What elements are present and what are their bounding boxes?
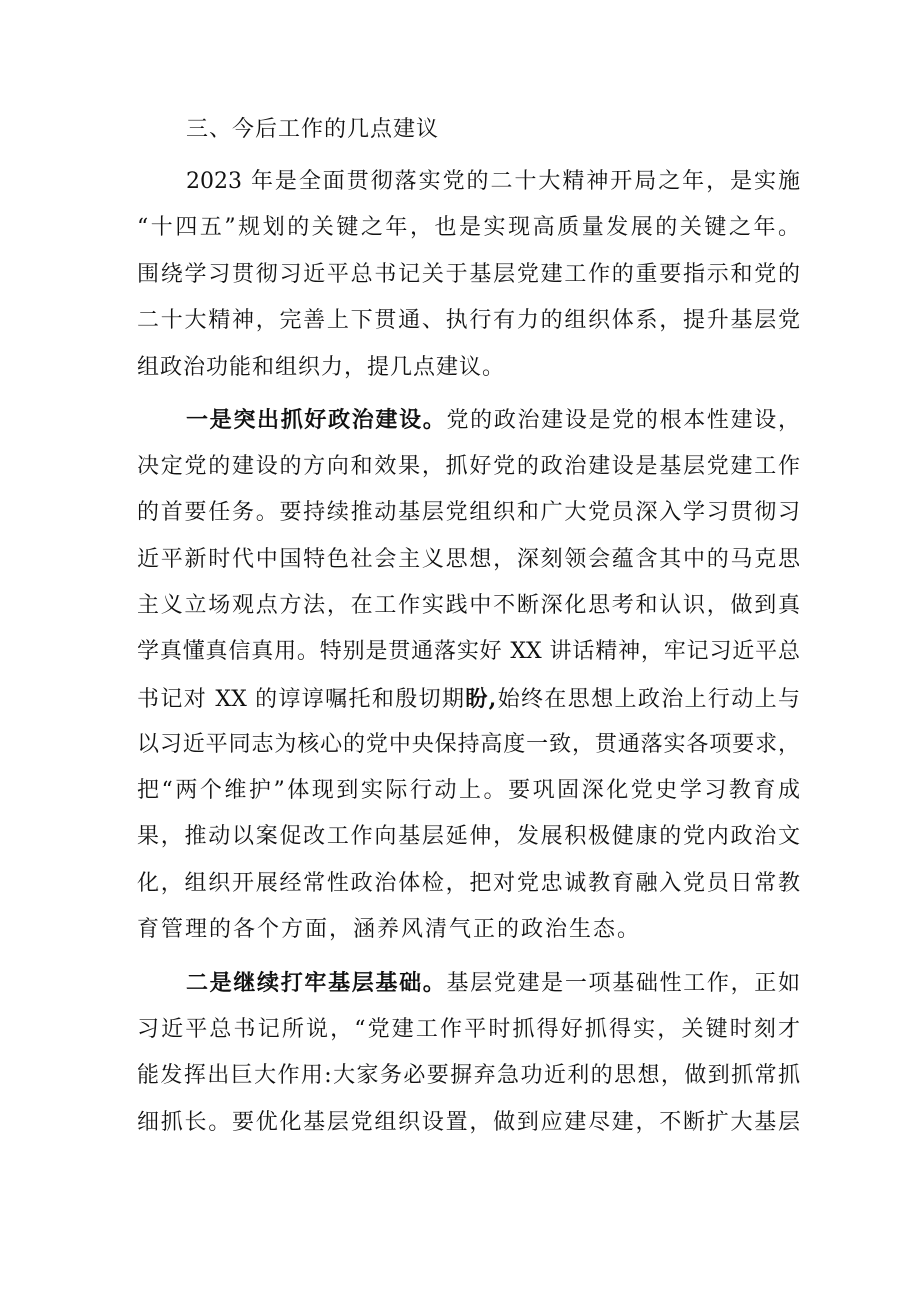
point-one-line-part: 始终在思想上政治上行动上与 (496, 687, 800, 712)
point-one-line: 决定党的建设的方向和效果，抓好党的政治建设是基层党建工作 (137, 454, 800, 479)
point-one-line: 的首要任务。要持续推动基层党组织和广大党员深入学习贯彻习 (137, 500, 800, 525)
point-one-line: 主义立场观点方法，在工作实践中不断深化思考和认识，做到真 (137, 593, 800, 618)
point-one-line: 把“两个维护”体现到实际行动上。要巩固深化党史学习教育成 (137, 778, 800, 803)
point-one-line-bold-part: 盼, (465, 686, 497, 712)
point-two-line: 习近平总书记所说，“党建工作平时抓得好抓得实，关键时刻才 (137, 1017, 800, 1042)
point-two-first-line-rest: 基层党建是一项基础性工作，正如 (446, 971, 800, 996)
point-one-line-part: 书记对 XX 的谆谆嘱托和殷切期 (137, 687, 466, 712)
point-one-line (137, 683, 800, 715)
point-one-line: 近平新时代中国特色社会主义思想，深刻领会蕴含其中的马克思 (137, 547, 800, 572)
point-one-line: 学真懂真信真用。特别是贯通落实好 XX 讲话精神，牢记习近平总 (137, 639, 800, 664)
intro-line: 二十大精神，完善上下贯通、执行有力的组织体系，提升基层党 (137, 308, 800, 333)
point-two-first-line (186, 967, 800, 999)
point-one-line: 以习近平同志为核心的党中央保持高度一致，贯通落实各项要求， (137, 732, 800, 757)
point-two-lead: 二是继续打牢基层基础。 (186, 970, 447, 996)
point-two-line: 能发挥出巨大作用:大家务必要摒弃急功近利的思想，做到抓常抓 (137, 1063, 800, 1088)
point-one-line: 果，推动以案促改工作向基层延伸，发展积极健康的党内政治文 (137, 824, 800, 849)
point-one-first-line (186, 404, 800, 436)
point-two-line: 细抓长。要优化基层党组织设置，做到应建尽建，不断扩大基层 (137, 1110, 800, 1135)
intro-line: 围绕学习贯彻习近平总书记关于基层党建工作的重要指示和党的 (137, 262, 800, 287)
point-one-line: 化，组织开展经常性政治体检，把对党忠诚教育融入党员日常教 (137, 871, 800, 896)
section-heading: 三、今后工作的几点建议 (186, 117, 440, 142)
point-one-lead: 一是突出抓好政治建设。 (186, 407, 447, 433)
intro-line: “十四五”规划的关键之年，也是实现高质量发展的关键之年。 (137, 215, 800, 240)
intro-line: 2023 年是全面贯彻落实党的二十大精神开局之年，是实施 (186, 169, 800, 194)
intro-line: 组政治功能和组织力，提几点建议。 (137, 355, 506, 380)
point-one-first-line-rest: 党的政治建设是党的根本性建设， (446, 408, 800, 433)
point-one-line: 育管理的各个方面，涵养风清气正的政治生态。 (137, 917, 642, 942)
